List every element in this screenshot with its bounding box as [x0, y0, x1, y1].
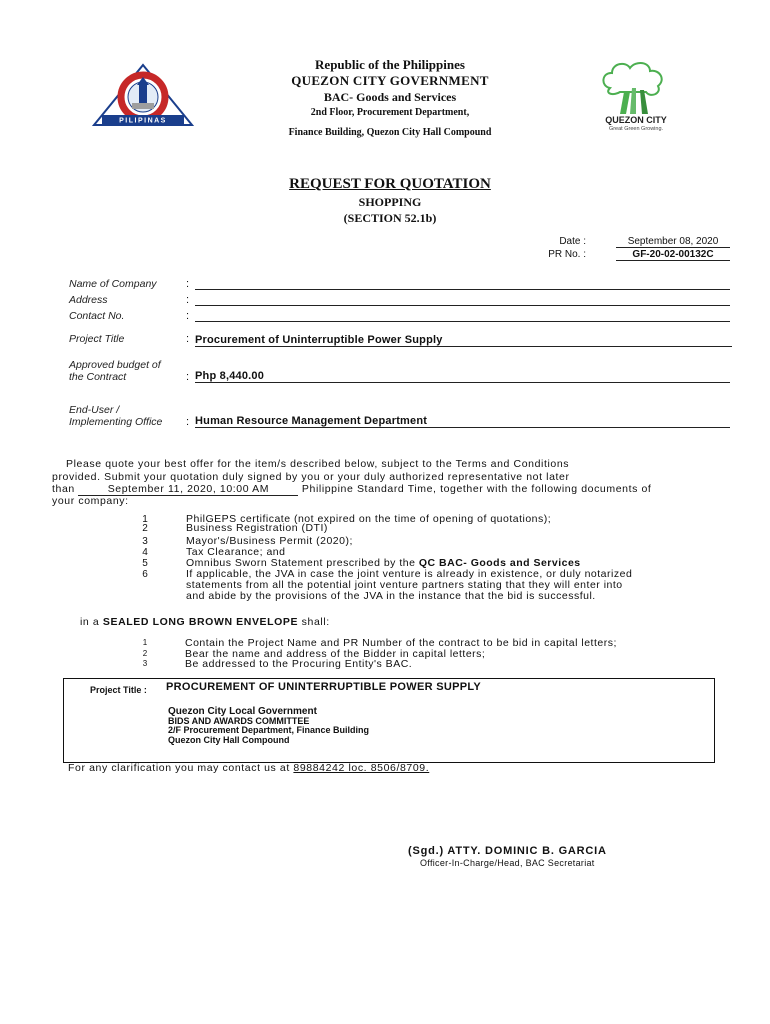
title-block — [200, 176, 580, 226]
quezon-city-logo — [590, 58, 682, 132]
document-title: REQUEST FOR QUOTATION — [289, 176, 491, 192]
logo-name: QUEZON CITY — [605, 115, 667, 125]
contact-label: Contact No. — [69, 310, 125, 322]
box-project-value: PROCUREMENT OF UNINTERRUPTIBLE POWER SUPPLY — [166, 681, 482, 693]
date-value: September 08, 2020 — [616, 236, 730, 248]
colon: : — [186, 294, 190, 306]
header-line-3: BAC- Goods and Services — [323, 90, 457, 104]
enduser-value: Human Resource Management Department — [195, 415, 730, 428]
header-line-5: Finance Building, Quezon City Hall Compound — [288, 127, 492, 138]
colon: : — [186, 310, 190, 322]
company-line — [195, 289, 730, 290]
pr-label: PR No. : — [548, 249, 586, 260]
intro-line-2: provided. Submit your quotation duly signed by you or your duly authorized representative not later — [52, 471, 570, 483]
project-title-label: Project Title — [69, 333, 125, 345]
list-item-continued: and abide by the provisions of the JVA in the instance that the bid is successful. — [186, 590, 596, 602]
submission-deadline: September 11, 2020, 10:00 AM — [78, 483, 298, 496]
signatory-position: Officer-In-Charge/Head, BAC Secretariat — [420, 858, 595, 868]
enduser-label: End-User / Implementing Office — [69, 404, 163, 428]
box-address: Quezon City Local Government BIDS AND AWARDS COMMITTEE 2/F Procurement Department, Finance Building Quezon City Hall Compound — [168, 706, 370, 745]
header-line-1: Republic of the Philippines — [315, 57, 465, 72]
logo-tagline: Great Green Growing. — [608, 126, 664, 132]
intro-line-3: than September 11, 2020, 10:00 AM Philippine Standard Time, together with the following documents of — [52, 483, 652, 495]
address-label: Address — [69, 294, 108, 306]
intro-line-4: your company: — [52, 495, 129, 507]
address-line — [195, 305, 730, 306]
city-seal — [92, 63, 194, 127]
header-line-4: 2nd Floor, Procurement Department, — [310, 107, 470, 118]
colon: : — [186, 371, 190, 383]
header-text — [200, 57, 580, 141]
document-subtitle-1: SHOPPING — [358, 195, 422, 209]
date-label: Date : — [559, 236, 586, 247]
contact-line: For any clarification you may contact us at 89884242 loc. 8506/8709. — [68, 762, 430, 774]
box-project-label: Project Title : — [90, 685, 147, 695]
contact-line — [195, 321, 730, 322]
project-title-value: Procurement of Uninterruptible Power Supply — [195, 334, 732, 347]
colon: : — [186, 416, 190, 428]
budget-value: Php 8,440.00 — [195, 370, 730, 383]
pr-number: GF-20-02-00132C — [616, 249, 730, 261]
header-line-2: QUEZON CITY GOVERNMENT — [291, 73, 489, 88]
company-label: Name of Company — [69, 278, 157, 290]
signatory-name: (Sgd.) ATTY. DOMINIC B. GARCIA — [408, 845, 607, 857]
envelope-instruction: in a SEALED LONG BROWN ENVELOPE shall: — [80, 616, 330, 628]
intro-line-1: Please quote your best offer for the item/s described below, subject to the Terms and Conditions — [66, 458, 570, 470]
budget-label: Approved budget of the Contract — [69, 359, 161, 383]
seal-bottom-text: PILIPINAS — [119, 117, 167, 125]
envelope-label-box — [63, 678, 715, 763]
contact-number: 89884242 loc. 8506/8709. — [293, 762, 430, 774]
list-item-continued: statements from all the potential joint venture partners stating that they will enter into — [186, 579, 623, 591]
document-subtitle-2: (SECTION 52.1b) — [343, 211, 437, 225]
colon: : — [186, 278, 190, 290]
colon: : — [186, 333, 190, 345]
